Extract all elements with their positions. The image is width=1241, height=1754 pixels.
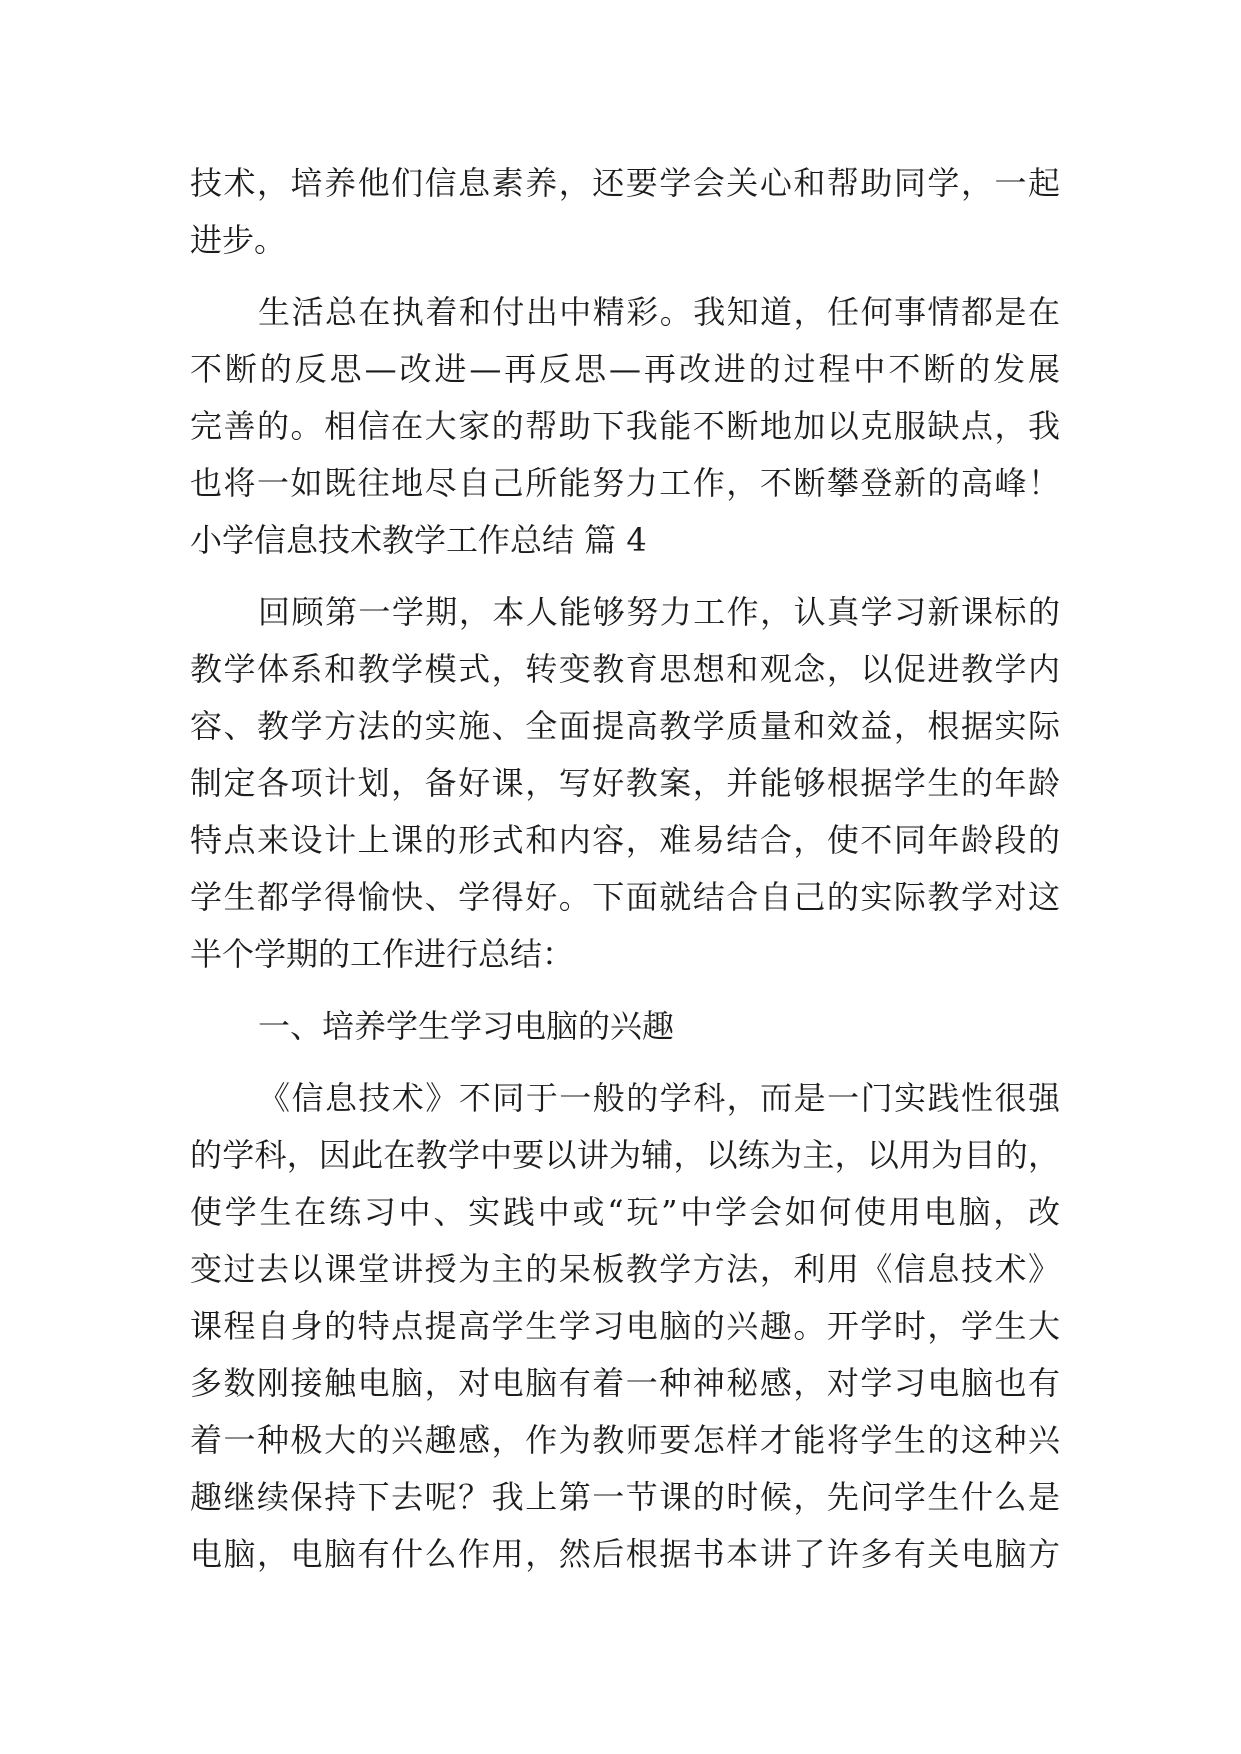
paragraph-line: 回顾第一学期，本人能够努力工作，认真学习新课标的 bbox=[258, 593, 1060, 631]
paragraph-line: 教学体系和教学模式，转变教育思想和观念，以促进教学内 bbox=[190, 650, 1060, 688]
paragraph-line: 趣继续保持下去呢？我上第一节课的时候，先问学生什么是 bbox=[190, 1478, 1060, 1516]
paragraph-line: 半个学期的工作进行总结： bbox=[190, 935, 575, 973]
paragraph-line: 电脑，电脑有什么作用，然后根据书本讲了许多有关电脑方 bbox=[190, 1535, 1060, 1573]
paragraph-line: 着一种极大的兴趣感，作为教师要怎样才能将学生的这种兴 bbox=[190, 1421, 1060, 1459]
paragraph-line: 容、教学方法的实施、全面提高教学质量和效益，根据实际 bbox=[190, 707, 1060, 745]
paragraph-line: 技术，培养他们信息素养，还要学会关心和帮助同学，一起 bbox=[190, 164, 1060, 202]
paragraph-line: 完善的。相信在大家的帮助下我能不断地加以克服缺点，我 bbox=[190, 407, 1060, 445]
paragraph-line: 特点来设计上课的形式和内容，难易结合，使不同年龄段的 bbox=[190, 821, 1060, 859]
paragraph-line: 变过去以课堂讲授为主的呆板教学方法，利用《信息技术》 bbox=[190, 1250, 1060, 1288]
paragraph-line: 课程自身的特点提高学生学习电脑的兴趣。开学时，学生大 bbox=[190, 1307, 1060, 1345]
paragraph-line: 制定各项计划，备好课，写好教案，并能够根据学生的年龄 bbox=[190, 764, 1060, 802]
paragraph-line: 使学生在练习中、实践中或“玩”中学会如何使用电脑，改 bbox=[190, 1193, 1060, 1231]
section-heading: 小学信息技术教学工作总结 篇 4 bbox=[190, 521, 647, 559]
document-body bbox=[190, 155, 1060, 1583]
paragraph-line: 多数刚接触电脑，对电脑有着一种神秘感，对学习电脑也有 bbox=[190, 1364, 1060, 1402]
paragraph-line: 《信息技术》不同于一般的学科，而是一门实践性很强 bbox=[258, 1079, 1060, 1117]
paragraph-line: 生活总在执着和付出中精彩。我知道，任何事情都是在 bbox=[258, 293, 1060, 331]
paragraph-line: 的学科，因此在教学中要以讲为辅，以练为主，以用为目的， bbox=[190, 1136, 1060, 1174]
subsection-heading: 一、培养学生学习电脑的兴趣 bbox=[258, 1007, 675, 1045]
paragraph-line: 不断的反思—改进—再反思—再改进的过程中不断的发展 bbox=[190, 350, 1060, 388]
paragraph-line: 也将一如既往地尽自己所能努力工作，不断攀登新的高峰！ bbox=[190, 464, 1060, 502]
paragraph-line: 学生都学得愉快、学得好。下面就结合自己的实际教学对这 bbox=[190, 878, 1060, 916]
paragraph-line: 进步。 bbox=[190, 221, 287, 259]
